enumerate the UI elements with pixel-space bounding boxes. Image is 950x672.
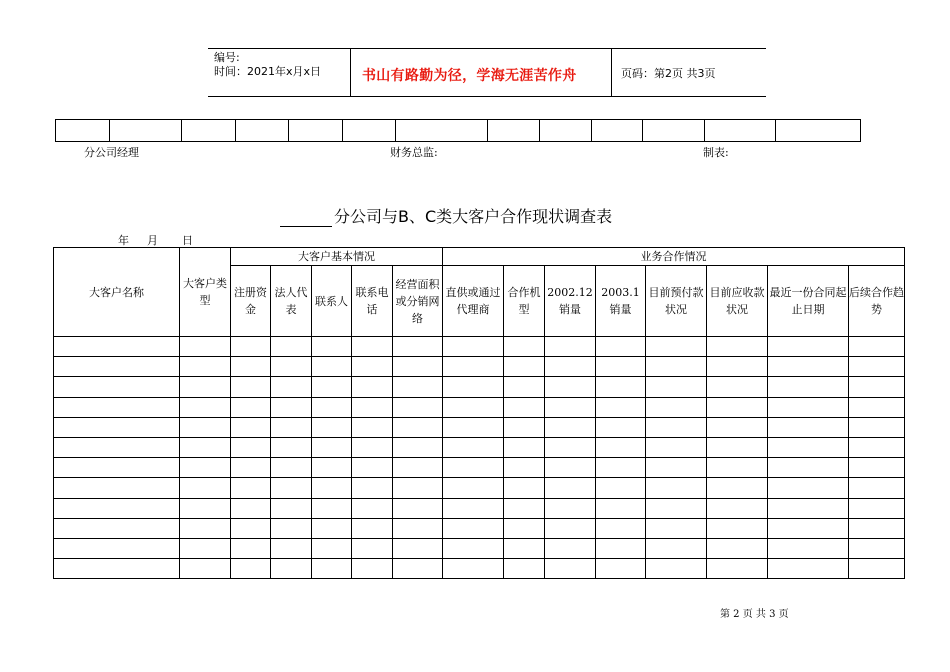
table-cell[interactable] [443, 437, 504, 457]
table-cell[interactable] [504, 337, 545, 357]
table-cell[interactable] [54, 377, 180, 397]
table-cell[interactable] [768, 478, 849, 498]
table-cell[interactable] [545, 337, 596, 357]
table-cell[interactable] [312, 357, 352, 377]
table-cell[interactable] [393, 337, 443, 357]
table-cell[interactable] [54, 458, 180, 478]
table-cell [343, 120, 396, 142]
table-cell [236, 120, 289, 142]
header-bottom-rule [208, 96, 766, 97]
table-cell[interactable] [707, 498, 768, 518]
date-year-label: 年 [118, 234, 129, 247]
table-row [54, 357, 905, 377]
table-cell[interactable] [707, 357, 768, 377]
header-page-label: 页码：第2页 共3页 [621, 67, 716, 80]
table-cell[interactable] [768, 498, 849, 518]
table-cell[interactable] [271, 357, 312, 377]
table-cell[interactable] [443, 559, 504, 579]
table-cell[interactable] [180, 538, 231, 558]
table-cell[interactable] [596, 337, 646, 357]
table-cell[interactable] [768, 538, 849, 558]
table-row [54, 417, 905, 437]
title-blank-underline [280, 208, 332, 227]
signature-preparer: 制表: [703, 146, 729, 159]
header-prepayment-status: 目前预付款状况 [646, 266, 707, 337]
table-cell[interactable] [596, 559, 646, 579]
header-contact-person: 联系人 [312, 266, 352, 337]
table-cell[interactable] [707, 458, 768, 478]
table-cell[interactable] [54, 538, 180, 558]
table-cell[interactable] [504, 518, 545, 538]
table-cell[interactable] [849, 458, 905, 478]
table-cell[interactable] [504, 397, 545, 417]
table-cell[interactable] [707, 437, 768, 457]
table-cell[interactable] [545, 458, 596, 478]
table-cell[interactable] [393, 559, 443, 579]
table-cell[interactable] [54, 478, 180, 498]
header-legal-representative: 法人代表 [271, 266, 312, 337]
table-cell[interactable] [54, 337, 180, 357]
table-cell[interactable] [646, 437, 707, 457]
table-cell[interactable] [596, 357, 646, 377]
table-cell[interactable] [849, 478, 905, 498]
header-cooperation-model: 合作机型 [504, 266, 545, 337]
table-cell[interactable] [596, 458, 646, 478]
table-cell[interactable] [393, 518, 443, 538]
table-cell[interactable] [54, 357, 180, 377]
table-cell[interactable] [646, 417, 707, 437]
table-cell[interactable] [312, 478, 352, 498]
table-cell[interactable] [231, 437, 271, 457]
table-cell[interactable] [352, 417, 393, 437]
table-cell[interactable] [646, 478, 707, 498]
table-cell[interactable] [352, 357, 393, 377]
table-cell[interactable] [180, 437, 231, 457]
date-month-label: 月 [147, 234, 158, 247]
table-cell[interactable] [271, 458, 312, 478]
table-cell[interactable] [231, 498, 271, 518]
table-cell[interactable] [646, 397, 707, 417]
table-cell[interactable] [504, 538, 545, 558]
table-cell[interactable] [312, 498, 352, 518]
table-cell[interactable] [271, 559, 312, 579]
header-customer-name: 大客户名称 [54, 248, 180, 337]
table-cell[interactable] [180, 518, 231, 538]
header-time-label: 时间：2021年x月x日 [214, 65, 322, 78]
table-cell[interactable] [352, 559, 393, 579]
table-cell[interactable] [54, 498, 180, 518]
table-cell[interactable] [707, 377, 768, 397]
table-cell[interactable] [545, 377, 596, 397]
table-cell[interactable] [707, 417, 768, 437]
table-cell[interactable] [768, 397, 849, 417]
table-row [54, 478, 905, 498]
table-cell[interactable] [54, 417, 180, 437]
table-cell[interactable] [646, 458, 707, 478]
table-cell[interactable] [352, 498, 393, 518]
table-cell[interactable] [443, 478, 504, 498]
table-cell[interactable] [312, 377, 352, 397]
table-cell[interactable] [504, 437, 545, 457]
table-row [54, 397, 905, 417]
table-cell[interactable] [849, 377, 905, 397]
table-cell[interactable] [443, 538, 504, 558]
table-cell[interactable] [271, 397, 312, 417]
header-group-basic: 大客户基本情况 [231, 248, 443, 266]
table-cell[interactable] [545, 559, 596, 579]
table-cell [643, 120, 705, 142]
table-cell[interactable] [768, 437, 849, 457]
table-cell[interactable] [271, 417, 312, 437]
header-follow-up-trend: 后续合作趋势 [849, 266, 905, 337]
table-cell[interactable] [768, 337, 849, 357]
table-cell[interactable] [393, 397, 443, 417]
table-cell[interactable] [545, 437, 596, 457]
table-cell[interactable] [646, 337, 707, 357]
table-cell[interactable] [545, 478, 596, 498]
table-cell[interactable] [352, 337, 393, 357]
header-contact-phone: 联系电话 [352, 266, 393, 337]
table-cell[interactable] [180, 498, 231, 518]
table-cell[interactable] [231, 458, 271, 478]
table-cell [396, 120, 488, 142]
table-cell[interactable] [231, 357, 271, 377]
table-cell[interactable] [707, 518, 768, 538]
survey-table [53, 247, 905, 579]
header-sales-2002-12: 2002.12销量 [545, 266, 596, 337]
table-cell[interactable] [504, 377, 545, 397]
table-cell[interactable] [180, 397, 231, 417]
table-cell[interactable] [312, 559, 352, 579]
table-row [54, 518, 905, 538]
table-cell[interactable] [312, 437, 352, 457]
table-cell[interactable] [768, 377, 849, 397]
table-cell[interactable] [596, 498, 646, 518]
table-cell[interactable] [271, 538, 312, 558]
table-cell [705, 120, 776, 142]
table-cell[interactable] [54, 518, 180, 538]
signature-finance: 财务总监: [390, 146, 438, 159]
table-cell[interactable] [180, 357, 231, 377]
table-cell[interactable] [443, 357, 504, 377]
table-cell[interactable] [646, 538, 707, 558]
table-cell[interactable] [231, 518, 271, 538]
table-cell[interactable] [443, 397, 504, 417]
table-cell[interactable] [312, 538, 352, 558]
table-cell[interactable] [504, 498, 545, 518]
table-cell[interactable] [443, 498, 504, 518]
table-cell[interactable] [312, 337, 352, 357]
table-cell[interactable] [352, 458, 393, 478]
table-header-group-row [54, 248, 905, 266]
header-divider-right [611, 48, 612, 96]
table-cell[interactable] [849, 518, 905, 538]
table-cell[interactable] [352, 377, 393, 397]
header-latest-contract-dates: 最近一份合同起止日期 [768, 266, 849, 337]
table-cell[interactable] [768, 417, 849, 437]
table-cell[interactable] [545, 498, 596, 518]
table-cell[interactable] [393, 437, 443, 457]
table-cell [540, 120, 592, 142]
header-registered-capital: 注册资金 [231, 266, 271, 337]
header-divider-left [350, 48, 351, 96]
table-cell[interactable] [443, 518, 504, 538]
table-cell[interactable] [545, 357, 596, 377]
table-cell[interactable] [596, 397, 646, 417]
table-cell[interactable] [707, 478, 768, 498]
table-cell[interactable] [504, 458, 545, 478]
table-cell[interactable] [596, 478, 646, 498]
table-row [54, 458, 905, 478]
previous-table-tail [55, 119, 861, 142]
table-cell[interactable] [271, 498, 312, 518]
table-cell[interactable] [545, 518, 596, 538]
table-cell[interactable] [545, 417, 596, 437]
table-cell [110, 120, 182, 142]
table-cell[interactable] [443, 417, 504, 437]
table-row [54, 437, 905, 457]
table-cell[interactable] [231, 377, 271, 397]
table-cell[interactable] [180, 417, 231, 437]
table-cell[interactable] [646, 559, 707, 579]
table-cell[interactable] [707, 397, 768, 417]
signature-manager: 分公司经理 [84, 146, 139, 159]
page-footer: 第 2 页 共 3 页 [720, 609, 789, 620]
table-cell [289, 120, 343, 142]
header-motto: 书山有路勤为径，学海无涯苦作舟 [362, 68, 577, 84]
page-title [280, 204, 612, 227]
table-row [54, 538, 905, 558]
table-cell[interactable] [180, 377, 231, 397]
table-cell[interactable] [849, 357, 905, 377]
table-cell[interactable] [504, 417, 545, 437]
table-cell[interactable] [849, 397, 905, 417]
table-cell[interactable] [271, 337, 312, 357]
table-cell[interactable] [271, 518, 312, 538]
header-number-label: 编号: [214, 51, 240, 64]
table-cell[interactable] [707, 538, 768, 558]
table-cell[interactable] [768, 559, 849, 579]
table-cell[interactable] [54, 437, 180, 457]
table-cell[interactable] [271, 478, 312, 498]
table-cell[interactable] [849, 498, 905, 518]
header-customer-type: 大客户类型 [180, 248, 231, 337]
table-cell[interactable] [54, 559, 180, 579]
table-cell[interactable] [180, 337, 231, 357]
table-cell[interactable] [180, 478, 231, 498]
table-cell[interactable] [596, 377, 646, 397]
table-cell[interactable] [443, 458, 504, 478]
table-cell[interactable] [768, 518, 849, 538]
header-business-area: 经营面积或分销网络 [393, 266, 443, 337]
table-cell[interactable] [646, 518, 707, 538]
table-cell[interactable] [393, 417, 443, 437]
table-cell[interactable] [707, 559, 768, 579]
table-cell [56, 120, 110, 142]
table-cell[interactable] [312, 397, 352, 417]
table-cell[interactable] [231, 478, 271, 498]
table-cell[interactable] [352, 437, 393, 457]
table-cell[interactable] [768, 458, 849, 478]
table-cell[interactable] [231, 417, 271, 437]
table-cell[interactable] [393, 357, 443, 377]
table-cell[interactable] [707, 337, 768, 357]
table-cell[interactable] [596, 538, 646, 558]
header-supply-channel: 直供或通过代理商 [443, 266, 504, 337]
date-day-label: 日 [182, 234, 193, 247]
table-cell[interactable] [312, 417, 352, 437]
table-cell[interactable] [768, 357, 849, 377]
table-cell[interactable] [393, 458, 443, 478]
page-title-text: 分公司与B、C类大客户合作现状调查表 [334, 207, 613, 226]
table-cell[interactable] [849, 417, 905, 437]
table-cell[interactable] [596, 518, 646, 538]
table-cell [776, 120, 861, 142]
table-cell[interactable] [545, 538, 596, 558]
table-cell[interactable] [352, 397, 393, 417]
table-cell[interactable] [352, 478, 393, 498]
table-cell[interactable] [54, 397, 180, 417]
table-cell[interactable] [849, 337, 905, 357]
table-cell[interactable] [849, 559, 905, 579]
table-cell[interactable] [646, 357, 707, 377]
header-receivable-status: 目前应收款状况 [707, 266, 768, 337]
table-cell[interactable] [443, 377, 504, 397]
table-cell[interactable] [393, 538, 443, 558]
table-cell[interactable] [504, 478, 545, 498]
table-cell[interactable] [312, 518, 352, 538]
table-row [54, 559, 905, 579]
table-cell[interactable] [443, 337, 504, 357]
table-cell[interactable] [393, 377, 443, 397]
table-cell[interactable] [849, 437, 905, 457]
table-cell[interactable] [646, 377, 707, 397]
table-cell[interactable] [352, 538, 393, 558]
table-cell[interactable] [231, 397, 271, 417]
table-cell[interactable] [596, 417, 646, 437]
table-cell [182, 120, 236, 142]
table-body [54, 337, 905, 579]
table-cell [592, 120, 643, 142]
header-sales-2003-1: 2003.1销量 [596, 266, 646, 337]
table-cell[interactable] [849, 538, 905, 558]
table-cell[interactable] [393, 478, 443, 498]
table-row [54, 498, 905, 518]
table-cell[interactable] [646, 498, 707, 518]
table-cell[interactable] [231, 559, 271, 579]
table-cell[interactable] [271, 437, 312, 457]
table-cell[interactable] [393, 498, 443, 518]
table-cell[interactable] [545, 397, 596, 417]
table-row [54, 337, 905, 357]
table-cell[interactable] [271, 377, 312, 397]
table-cell [488, 120, 540, 142]
table-cell[interactable] [312, 458, 352, 478]
table-cell[interactable] [231, 538, 271, 558]
table-cell[interactable] [352, 518, 393, 538]
table-cell[interactable] [504, 559, 545, 579]
header-group-business: 业务合作情况 [443, 248, 905, 266]
header-top-rule [208, 48, 766, 49]
table-row [54, 377, 905, 397]
table-cell[interactable] [231, 337, 271, 357]
table-cell[interactable] [180, 559, 231, 579]
table-cell[interactable] [180, 458, 231, 478]
table-cell[interactable] [596, 437, 646, 457]
table-cell[interactable] [504, 357, 545, 377]
